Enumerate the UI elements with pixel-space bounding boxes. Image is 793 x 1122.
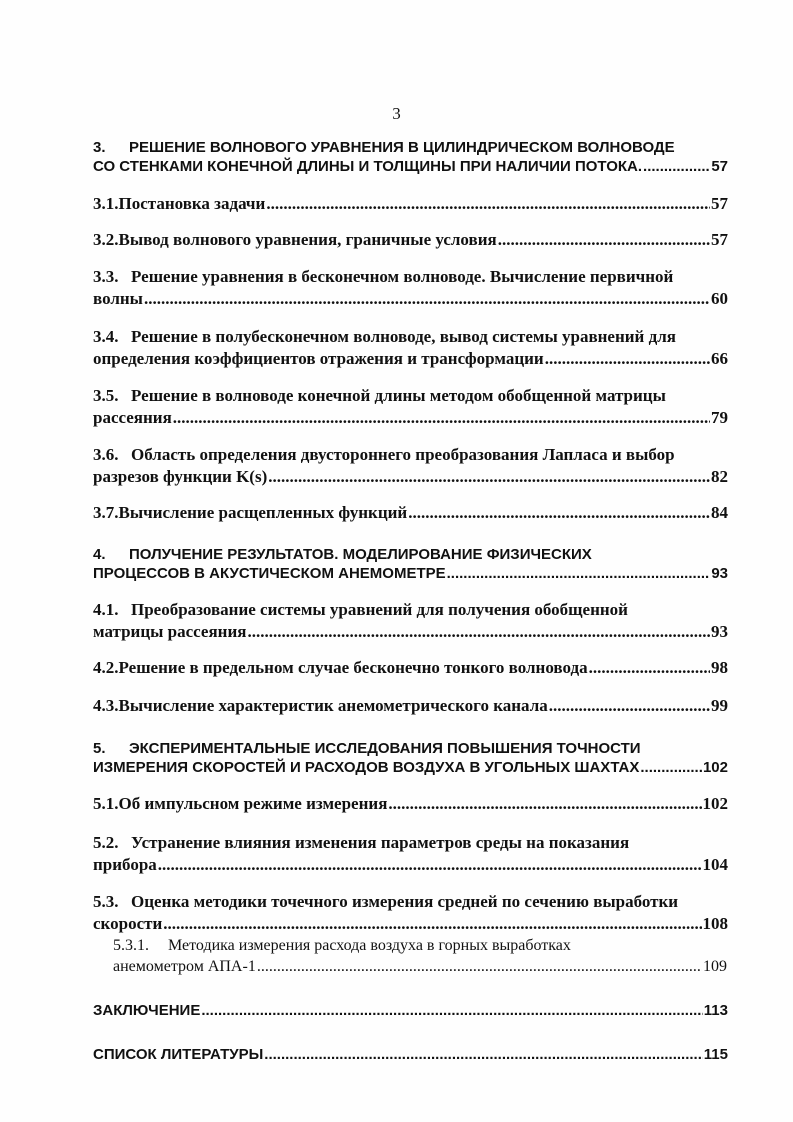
toc-section-5-3[interactable] <box>93 891 728 935</box>
entry-number: 5. <box>93 740 106 757</box>
toc-line <box>93 229 728 251</box>
dot-leader <box>640 758 702 777</box>
entry-number: 5.3.1. <box>113 937 149 954</box>
dot-leader <box>266 193 710 215</box>
dot-leader <box>408 502 710 524</box>
entry-page: 108 <box>702 914 728 933</box>
toc-line <box>93 832 728 854</box>
dot-leader <box>173 407 710 429</box>
dot-leader <box>549 695 710 717</box>
toc-line <box>93 502 728 524</box>
entry-title: РЕШЕНИЕ ВОЛНОВОГО УРАВНЕНИЯ В ЦИЛИНДРИЧЕСКОМ ВОЛНОВОДЕ <box>129 139 675 156</box>
entry-number: 4.3. <box>93 696 119 715</box>
toc-section-3-6[interactable] <box>93 444 728 488</box>
toc-section-4-3[interactable] <box>93 695 728 717</box>
entry-title-cont: анемометром АПА-1 <box>113 958 256 975</box>
toc-section-5-1[interactable] <box>93 793 728 815</box>
entry-page: 104 <box>702 855 728 874</box>
toc-line <box>93 545 728 564</box>
dot-leader <box>643 157 710 176</box>
entry-page: 102 <box>702 759 728 776</box>
toc-section-3-1[interactable] <box>93 193 728 215</box>
entry-page: 93 <box>711 622 728 641</box>
entry-number: 4.1. <box>93 600 119 619</box>
entry-title: Постановка задачи <box>118 194 266 213</box>
entry-title: Решение в полубесконечном волноводе, вывод системы уравнений для <box>131 327 676 346</box>
entry-page: 99 <box>711 696 728 715</box>
entry-title: Решение уравнения в бесконечном волноводе. Вычисление первичной <box>131 267 674 286</box>
entry-number: 3.2. <box>93 230 119 249</box>
entry-page: 115 <box>703 1046 728 1063</box>
dot-leader <box>264 1045 703 1064</box>
entry-page: 57 <box>711 194 728 213</box>
toc-line <box>93 621 728 643</box>
entry-number: 3. <box>93 139 106 156</box>
toc-section-5-2[interactable] <box>93 832 728 876</box>
entry-number: 5.1. <box>93 794 119 813</box>
entry-number: 5.2. <box>93 833 119 852</box>
entry-title: Методика измерения расхода воздуха в горных выработках <box>168 937 571 954</box>
entry-number: 4. <box>93 546 106 563</box>
dot-leader <box>388 793 701 815</box>
entry-number: 3.6. <box>93 445 119 464</box>
page-number: 3 <box>392 104 401 123</box>
entry-title-cont: волны <box>93 289 143 308</box>
entry-title: ПОЛУЧЕНИЕ РЕЗУЛЬТАТОВ. МОДЕЛИРОВАНИЕ ФИЗИЧЕСКИХ <box>129 546 592 563</box>
entry-title: Устранение влияния изменения параметров среды на показания <box>131 833 630 852</box>
dot-leader <box>268 466 710 488</box>
toc-line <box>93 854 728 876</box>
entry-title: Вычисление характеристик анемометрического канала <box>118 696 548 715</box>
entry-title: ЭКСПЕРИМЕНТАЛЬНЫЕ ИССЛЕДОВАНИЯ ПОВЫШЕНИЯ ТОЧНОСТИ <box>129 740 641 757</box>
entry-title: ЗАКЛЮЧЕНИЕ <box>93 1002 201 1019</box>
entry-title-cont: разрезов функции K(s) <box>93 467 268 486</box>
entry-page: 57 <box>711 230 728 249</box>
toc-line <box>93 657 728 679</box>
dot-leader <box>498 229 710 251</box>
toc-line <box>93 599 728 621</box>
entry-title-cont: рассеяния <box>93 408 172 427</box>
toc-line <box>93 157 728 176</box>
toc-line <box>93 466 728 488</box>
dot-leader <box>201 1001 702 1020</box>
toc-line <box>93 758 728 777</box>
toc-section-3-4[interactable] <box>93 326 728 370</box>
toc-line <box>93 266 728 288</box>
entry-page: 79 <box>711 408 728 427</box>
toc-line <box>93 913 728 935</box>
dot-leader <box>247 621 710 643</box>
toc-line <box>93 1001 728 1020</box>
entry-number: 5.3. <box>93 892 119 911</box>
entry-page: 113 <box>703 1002 728 1019</box>
entry-number: 3.4. <box>93 327 119 346</box>
toc-line <box>93 385 728 407</box>
toc-subsection-5-3-1[interactable] <box>113 935 727 977</box>
toc-line <box>113 935 727 956</box>
toc-line <box>93 326 728 348</box>
entry-page: 102 <box>702 794 728 813</box>
toc-chapter-4[interactable] <box>93 545 728 583</box>
entry-title: Оценка методики точечного измерения средней по сечению выработки <box>131 892 679 911</box>
entry-title: Область определения двустороннего преобразования Лапласа и выбор <box>131 445 675 464</box>
entry-title: Преобразование системы уравнений для получения обобщенной <box>131 600 628 619</box>
toc-line <box>93 564 728 583</box>
entry-title: Решение в предельном случае бесконечно тонкого волновода <box>118 658 588 677</box>
entry-title: Решение в волноводе конечной длины методом обобщенной матрицы <box>131 386 666 405</box>
toc-line <box>93 1045 728 1064</box>
toc-line <box>93 407 728 429</box>
toc-section-3-2[interactable] <box>93 229 728 251</box>
toc-section-3-5[interactable] <box>93 385 728 429</box>
dot-leader <box>545 348 710 370</box>
toc-line <box>93 193 728 215</box>
dot-leader <box>257 956 702 977</box>
toc-line <box>93 138 728 157</box>
dot-leader <box>447 564 711 583</box>
entry-page: 93 <box>711 565 728 582</box>
entry-number: 3.7. <box>93 503 119 522</box>
entry-number: 3.5. <box>93 386 119 405</box>
entry-title-cont: СО СТЕНКАМИ КОНЕЧНОЙ ДЛИНЫ И ТОЛЩИНЫ ПРИ НАЛИЧИИ ПОТОКА. <box>93 158 643 175</box>
dot-leader <box>589 657 710 679</box>
entry-page: 98 <box>711 658 728 677</box>
toc-line <box>93 348 728 370</box>
entry-title-cont: определения коэффициентов отражения и трансформации <box>93 349 544 368</box>
entry-title-cont: скорости <box>93 914 163 933</box>
entry-page: 57 <box>711 158 728 175</box>
entry-title: Вывод волнового уравнения, граничные условия <box>118 230 497 249</box>
entry-title-cont: ИЗМЕРЕНИЯ СКОРОСТЕЙ И РАСХОДОВ ВОЗДУХА В УГОЛЬНЫХ ШАХТАХ <box>93 759 640 776</box>
toc-line <box>113 956 727 977</box>
toc-line <box>93 793 728 815</box>
entry-page: 82 <box>711 467 728 486</box>
entry-title: СПИСОК ЛИТЕРАТУРЫ <box>93 1046 264 1063</box>
entry-title: Об импульсном режиме измерения <box>118 794 388 813</box>
toc-section-4-1[interactable] <box>93 599 728 643</box>
toc-chapter-3[interactable] <box>93 138 728 176</box>
entry-page: 109 <box>703 958 727 975</box>
entry-title-cont: ПРОЦЕССОВ В АКУСТИЧЕСКОМ АНЕМОМЕТРЕ <box>93 565 446 582</box>
toc-line <box>93 891 728 913</box>
dot-leader <box>144 288 710 310</box>
entry-number: 4.2. <box>93 658 119 677</box>
toc-line <box>93 444 728 466</box>
toc-references[interactable] <box>93 1045 728 1064</box>
entry-page: 84 <box>711 503 728 522</box>
entry-page: 60 <box>711 289 728 308</box>
toc-line <box>93 739 728 758</box>
toc-line <box>93 288 728 310</box>
toc-line <box>93 695 728 717</box>
toc-chapter-5[interactable] <box>93 739 728 777</box>
entry-page: 66 <box>711 349 728 368</box>
entry-number: 3.1. <box>93 194 119 213</box>
toc-section-3-3[interactable] <box>93 266 728 310</box>
toc-section-4-2[interactable] <box>93 657 728 679</box>
entry-number: 3.3. <box>93 267 119 286</box>
entry-title-cont: матрицы рассеяния <box>93 622 247 641</box>
toc-section-3-7[interactable] <box>93 502 728 524</box>
toc-conclusion[interactable] <box>93 1001 728 1020</box>
dot-leader <box>158 854 702 876</box>
entry-title: Вычисление расщепленных функций <box>118 503 408 522</box>
entry-title-cont: прибора <box>93 855 157 874</box>
dot-leader <box>163 913 701 935</box>
